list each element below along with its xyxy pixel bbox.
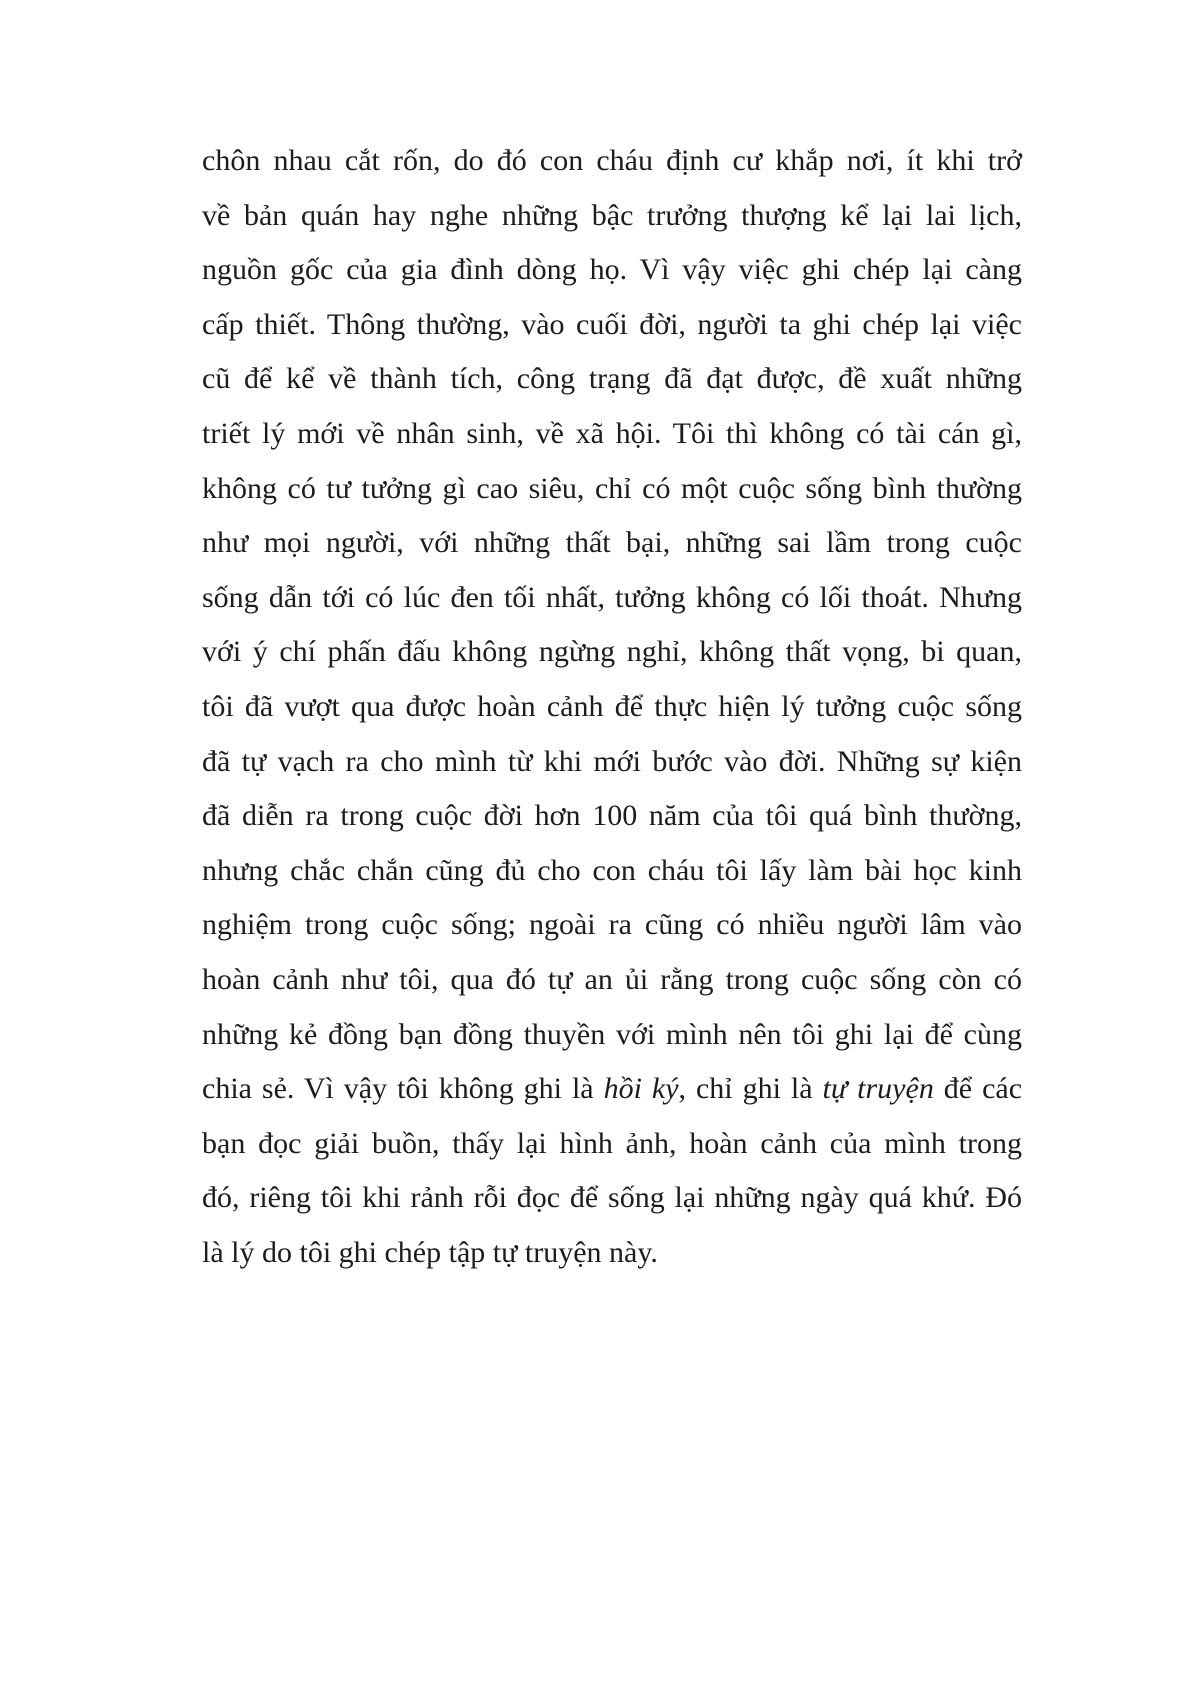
italic-text: hồi ký bbox=[603, 1072, 679, 1106]
text-line bbox=[202, 625, 1022, 680]
text-line bbox=[202, 735, 1022, 790]
text-segment: để các bbox=[933, 1072, 1023, 1106]
text-line bbox=[202, 1171, 1022, 1226]
text-segment: đã diễn ra trong cuộc đời hơn 100 năm của tôi quá bình thường, bbox=[202, 799, 1022, 833]
text-segment: sống dẫn tới có lúc đen tối nhất, tưởng không có lối thoát. Nhưng bbox=[202, 580, 1022, 614]
text-line bbox=[202, 571, 1022, 626]
text-segment: không có tư tưởng gì cao siêu, chỉ có một cuộc sống bình thường bbox=[202, 471, 1022, 505]
text-line bbox=[202, 789, 1022, 844]
text-segment: chôn nhau cắt rốn, do đó con cháu định cư khắp nơi, ít khi trở bbox=[202, 144, 1022, 177]
text-line bbox=[202, 1008, 1022, 1063]
text-segment: tôi đã vượt qua được hoàn cảnh để thực hiện lý tưởng cuộc sống bbox=[202, 689, 1022, 723]
text-segment: triết lý mới về nhân sinh, về xã hội. Tôi thì không có tài cán gì, bbox=[202, 416, 1022, 450]
body-text bbox=[202, 134, 1022, 1280]
text-segment: nguồn gốc của gia đình dòng họ. Vì vậy việc ghi chép lại càng bbox=[202, 253, 1022, 287]
text-line bbox=[202, 352, 1022, 407]
text-line bbox=[202, 516, 1022, 571]
text-line bbox=[202, 1062, 1022, 1117]
text-segment: những kẻ đồng bạn đồng thuyền với mình nên tôi ghi lại để cùng bbox=[202, 1017, 1022, 1051]
text-line bbox=[202, 898, 1022, 953]
text-segment: với ý chí phấn đấu không ngừng nghỉ, không thất vọng, bi quan, bbox=[202, 635, 1022, 669]
text-line bbox=[202, 243, 1022, 298]
text-segment: về bản quán hay nghe những bậc trưởng thượng kể lại lai lịch, bbox=[202, 198, 1022, 232]
text-line bbox=[202, 1117, 1022, 1172]
text-segment: hoàn cảnh như tôi, qua đó tự an ủi rằng trong cuộc sống còn có bbox=[202, 962, 1022, 996]
text-line bbox=[202, 680, 1022, 735]
text-segment: đó, riêng tôi khi rảnh rỗi đọc để sống lại những ngày quá khứ. Đó bbox=[202, 1181, 1022, 1215]
text-segment: như mọi người, với những thất bại, những sai lầm trong cuộc bbox=[202, 526, 1022, 560]
text-segment: nhưng chắc chắn cũng đủ cho con cháu tôi lấy làm bài học kinh bbox=[202, 853, 1022, 887]
italic-text: tự truyện bbox=[822, 1072, 934, 1106]
text-line bbox=[202, 462, 1022, 517]
text-segment: nghiệm trong cuộc sống; ngoài ra cũng có nhiều người lâm vào bbox=[202, 908, 1022, 942]
text-segment: là lý do tôi ghi chép tập tự truyện này. bbox=[202, 1235, 658, 1269]
text-segment: cấp thiết. Thông thường, vào cuối đời, người ta ghi chép lại việc bbox=[202, 307, 1022, 341]
text-line bbox=[202, 1226, 1022, 1281]
text-segment: đã tự vạch ra cho mình từ khi mới bước vào đời. Những sự kiện bbox=[202, 744, 1022, 778]
text-line bbox=[202, 844, 1022, 899]
text-segment: cũ để kể về thành tích, công trạng đã đạt được, đề xuất những bbox=[202, 362, 1022, 396]
text-segment: bạn đọc giải buồn, thấy lại hình ảnh, hoàn cảnh của mình trong bbox=[202, 1126, 1022, 1160]
text-line bbox=[202, 189, 1022, 244]
text-line bbox=[202, 298, 1022, 353]
text-line bbox=[202, 134, 1022, 189]
text-segment: , chỉ ghi là bbox=[678, 1072, 823, 1106]
text-segment: chia sẻ. Vì vậy tôi không ghi là bbox=[202, 1072, 604, 1106]
text-line bbox=[202, 953, 1022, 1008]
text-line bbox=[202, 407, 1022, 462]
